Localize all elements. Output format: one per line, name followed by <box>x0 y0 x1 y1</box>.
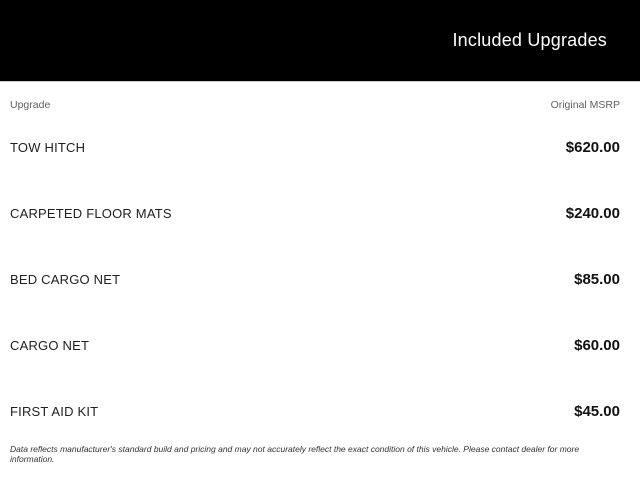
upgrade-name: TOW HITCH <box>10 139 86 155</box>
column-header-msrp: Original MSRP <box>550 99 620 111</box>
upgrade-price: $85.00 <box>574 270 620 288</box>
upgrade-price: $240.00 <box>565 204 620 222</box>
table-row <box>10 246 620 312</box>
upgrade-name: BED CARGO NET <box>10 271 121 287</box>
table-row <box>10 114 620 180</box>
table-row <box>10 378 620 444</box>
table-row <box>10 312 620 378</box>
upgrade-name: CARPETED FLOOR MATS <box>10 205 172 221</box>
page-title: Included Upgrades <box>452 30 607 50</box>
column-header-upgrade: Upgrade <box>10 99 51 111</box>
upgrade-price: $45.00 <box>574 402 620 420</box>
table-column-header <box>10 99 620 112</box>
page-header <box>0 0 640 82</box>
upgrade-price: $620.00 <box>565 138 620 156</box>
table-row <box>10 180 620 246</box>
upgrade-name: FIRST AID KIT <box>10 403 99 419</box>
upgrades-table <box>10 114 620 444</box>
upgrade-name: CARGO NET <box>10 337 90 353</box>
disclaimer-text: Data reflects manufacturer's standard build and pricing and may not accurately reflect the exact condition of this vehicle. Please contact dealer for more information. <box>10 444 580 464</box>
upgrade-price: $60.00 <box>574 336 620 354</box>
